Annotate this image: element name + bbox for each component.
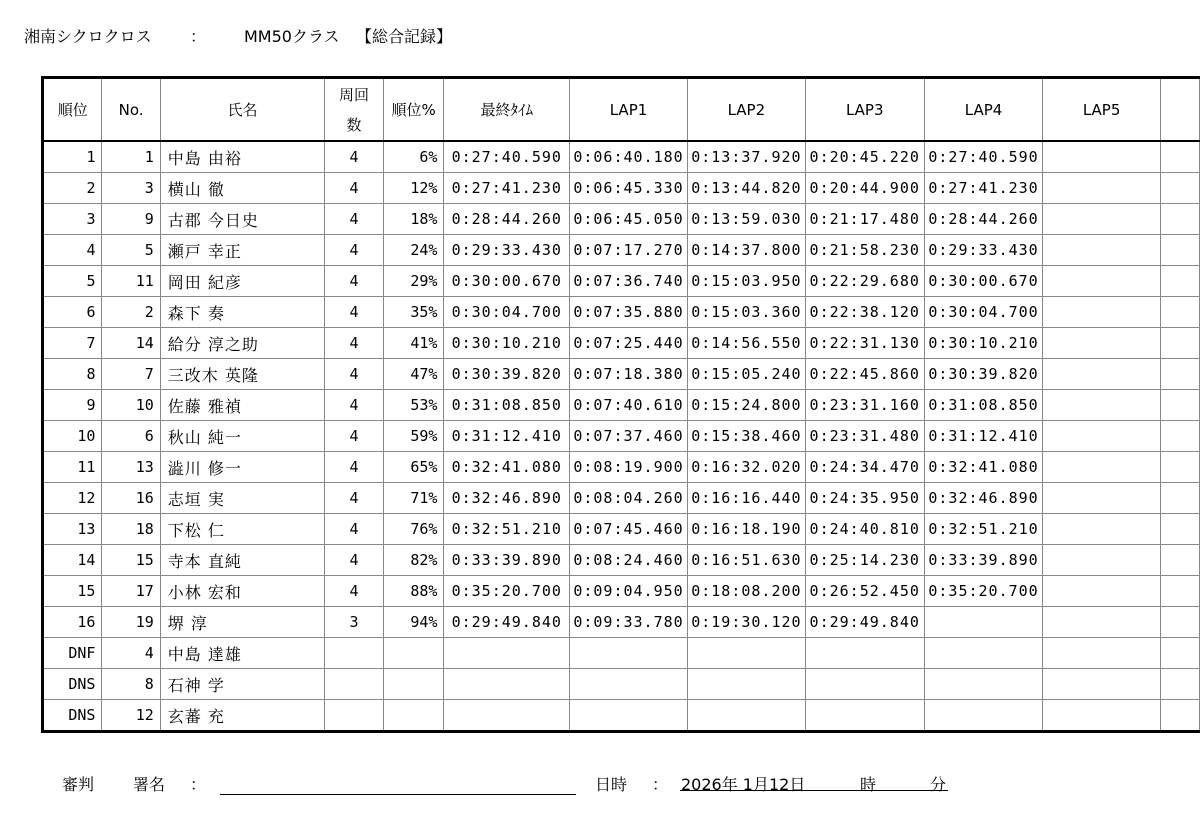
header-name: 氏名 bbox=[160, 78, 325, 142]
datetime-label: 日時 bbox=[595, 775, 628, 794]
table-row bbox=[43, 669, 1200, 700]
cell-name: 玄蕃 充 bbox=[160, 700, 325, 732]
cell-lap3 bbox=[805, 669, 924, 700]
cell-name: 給分 淳之助 bbox=[160, 328, 325, 359]
cell-lap1: 0:07:45.460 bbox=[570, 514, 688, 545]
cell-rank-percent: 53% bbox=[383, 390, 444, 421]
cell-rank: 10 bbox=[43, 421, 102, 452]
cell-rank: 3 bbox=[43, 204, 102, 235]
signature-label: 署名 bbox=[133, 775, 166, 794]
date-value: 2026年 1月12日 bbox=[681, 775, 806, 794]
minute-label: 分 bbox=[930, 775, 947, 794]
cell-rank: 15 bbox=[43, 576, 102, 607]
cell-extra bbox=[1160, 297, 1199, 328]
cell-lap4: 0:32:46.890 bbox=[924, 483, 1043, 514]
cell-final-time bbox=[444, 638, 570, 669]
cell-name: 寺本 直純 bbox=[160, 545, 325, 576]
cell-lap3: 0:24:40.810 bbox=[805, 514, 924, 545]
cell-lap1: 0:08:19.900 bbox=[570, 452, 688, 483]
cell-lap3: 0:21:17.480 bbox=[805, 204, 924, 235]
cell-name: 下松 仁 bbox=[160, 514, 325, 545]
cell-name: 三改木 英隆 bbox=[160, 359, 325, 390]
cell-rank: 12 bbox=[43, 483, 102, 514]
cell-final-time: 0:29:33.430 bbox=[444, 235, 570, 266]
cell-name: 秋山 純一 bbox=[160, 421, 325, 452]
cell-lap2: 0:15:03.950 bbox=[687, 266, 805, 297]
cell-laps: 4 bbox=[325, 483, 383, 514]
cell-number: 15 bbox=[102, 545, 160, 576]
cell-rank: 1 bbox=[43, 141, 102, 173]
cell-lap5 bbox=[1043, 235, 1160, 266]
cell-rank: 6 bbox=[43, 297, 102, 328]
cell-laps: 4 bbox=[325, 266, 383, 297]
cell-number: 16 bbox=[102, 483, 160, 514]
header-lap1: LAP1 bbox=[570, 78, 688, 142]
cell-final-time: 0:28:44.260 bbox=[444, 204, 570, 235]
cell-laps: 4 bbox=[325, 328, 383, 359]
cell-rank-percent bbox=[383, 669, 444, 700]
header-laps bbox=[325, 78, 383, 142]
table-row bbox=[43, 328, 1200, 359]
cell-extra bbox=[1160, 204, 1199, 235]
cell-laps: 4 bbox=[325, 545, 383, 576]
cell-final-time: 0:27:41.230 bbox=[444, 173, 570, 204]
cell-rank-percent: 65% bbox=[383, 452, 444, 483]
table-row bbox=[43, 359, 1200, 390]
cell-laps bbox=[325, 638, 383, 669]
cell-final-time: 0:32:41.080 bbox=[444, 452, 570, 483]
header-laps-bottom: 数 bbox=[346, 115, 362, 134]
cell-extra bbox=[1160, 607, 1199, 638]
cell-name: 瀬戸 幸正 bbox=[160, 235, 325, 266]
cell-lap2: 0:18:08.200 bbox=[687, 576, 805, 607]
cell-lap2: 0:15:03.360 bbox=[687, 297, 805, 328]
cell-rank: DNF bbox=[43, 638, 102, 669]
header-rank: 順位 bbox=[43, 78, 102, 142]
cell-lap2: 0:16:16.440 bbox=[687, 483, 805, 514]
cell-lap1: 0:07:17.270 bbox=[570, 235, 688, 266]
cell-rank-percent: 35% bbox=[383, 297, 444, 328]
cell-lap5 bbox=[1043, 576, 1160, 607]
cell-name: 小林 宏和 bbox=[160, 576, 325, 607]
cell-extra bbox=[1160, 576, 1199, 607]
cell-lap4: 0:27:40.590 bbox=[924, 141, 1043, 173]
cell-laps: 4 bbox=[325, 359, 383, 390]
cell-name: 佐藤 雅禎 bbox=[160, 390, 325, 421]
header-number: No. bbox=[102, 78, 160, 142]
cell-lap2 bbox=[687, 700, 805, 732]
cell-laps: 4 bbox=[325, 297, 383, 328]
cell-lap3 bbox=[805, 638, 924, 669]
cell-lap2: 0:13:37.920 bbox=[687, 141, 805, 173]
cell-lap3: 0:22:38.120 bbox=[805, 297, 924, 328]
cell-lap5 bbox=[1043, 638, 1160, 669]
cell-lap4: 0:33:39.890 bbox=[924, 545, 1043, 576]
table-row bbox=[43, 266, 1200, 297]
cell-rank-percent: 59% bbox=[383, 421, 444, 452]
cell-laps: 4 bbox=[325, 576, 383, 607]
cell-laps: 4 bbox=[325, 421, 383, 452]
cell-number: 4 bbox=[102, 638, 160, 669]
cell-lap4: 0:31:08.850 bbox=[924, 390, 1043, 421]
cell-lap5 bbox=[1043, 452, 1160, 483]
cell-number: 7 bbox=[102, 359, 160, 390]
signature-footer bbox=[0, 768, 1200, 798]
table-row bbox=[43, 297, 1200, 328]
cell-rank-percent: 24% bbox=[383, 235, 444, 266]
cell-laps: 4 bbox=[325, 141, 383, 173]
cell-extra bbox=[1160, 173, 1199, 204]
table-row bbox=[43, 607, 1200, 638]
cell-lap5 bbox=[1043, 141, 1160, 173]
table-row bbox=[43, 576, 1200, 607]
class-name: MM50クラス bbox=[244, 26, 340, 46]
cell-lap5 bbox=[1043, 607, 1160, 638]
cell-lap2: 0:16:32.020 bbox=[687, 452, 805, 483]
cell-lap3: 0:25:14.230 bbox=[805, 545, 924, 576]
cell-lap3: 0:22:29.680 bbox=[805, 266, 924, 297]
cell-rank-percent: 18% bbox=[383, 204, 444, 235]
header-lap2: LAP2 bbox=[687, 78, 805, 142]
cell-rank: 2 bbox=[43, 173, 102, 204]
cell-extra bbox=[1160, 235, 1199, 266]
hour-label: 時 bbox=[860, 775, 877, 794]
cell-lap1 bbox=[570, 700, 688, 732]
cell-rank: 13 bbox=[43, 514, 102, 545]
cell-extra bbox=[1160, 359, 1199, 390]
cell-rank-percent: 71% bbox=[383, 483, 444, 514]
cell-rank-percent: 29% bbox=[383, 266, 444, 297]
cell-number: 11 bbox=[102, 266, 160, 297]
cell-lap1: 0:07:40.610 bbox=[570, 390, 688, 421]
cell-lap2 bbox=[687, 638, 805, 669]
cell-rank: 16 bbox=[43, 607, 102, 638]
judge-label: 審判 bbox=[62, 775, 95, 794]
cell-lap5 bbox=[1043, 669, 1160, 700]
cell-lap3: 0:24:35.950 bbox=[805, 483, 924, 514]
header-extra bbox=[1160, 78, 1199, 142]
cell-lap3: 0:29:49.840 bbox=[805, 607, 924, 638]
header-lap3: LAP3 bbox=[805, 78, 924, 142]
cell-extra bbox=[1160, 483, 1199, 514]
results-table bbox=[41, 76, 1200, 733]
cell-lap3: 0:21:58.230 bbox=[805, 235, 924, 266]
header-rank-percent: 順位% bbox=[383, 78, 444, 142]
table-row bbox=[43, 173, 1200, 204]
cell-lap1: 0:07:25.440 bbox=[570, 328, 688, 359]
cell-rank: 11 bbox=[43, 452, 102, 483]
cell-lap5 bbox=[1043, 204, 1160, 235]
cell-extra bbox=[1160, 328, 1199, 359]
cell-rank-percent: 82% bbox=[383, 545, 444, 576]
cell-lap2: 0:19:30.120 bbox=[687, 607, 805, 638]
cell-lap1: 0:07:37.460 bbox=[570, 421, 688, 452]
cell-lap3 bbox=[805, 700, 924, 732]
cell-number: 18 bbox=[102, 514, 160, 545]
cell-lap2: 0:15:38.460 bbox=[687, 421, 805, 452]
cell-rank: 14 bbox=[43, 545, 102, 576]
cell-rank-percent: 12% bbox=[383, 173, 444, 204]
cell-number: 6 bbox=[102, 421, 160, 452]
cell-name: 石神 学 bbox=[160, 669, 325, 700]
datetime-colon: ： bbox=[652, 775, 669, 794]
cell-final-time: 0:29:49.840 bbox=[444, 607, 570, 638]
cell-laps: 3 bbox=[325, 607, 383, 638]
cell-name: 古郡 今日史 bbox=[160, 204, 325, 235]
cell-extra bbox=[1160, 514, 1199, 545]
table-row bbox=[43, 514, 1200, 545]
cell-final-time: 0:32:46.890 bbox=[444, 483, 570, 514]
table-row bbox=[43, 452, 1200, 483]
cell-lap4: 0:28:44.260 bbox=[924, 204, 1043, 235]
cell-name: 森下 奏 bbox=[160, 297, 325, 328]
cell-rank: 5 bbox=[43, 266, 102, 297]
cell-rank-percent bbox=[383, 638, 444, 669]
cell-laps: 4 bbox=[325, 204, 383, 235]
cell-lap1: 0:06:40.180 bbox=[570, 141, 688, 173]
cell-name: 堺 淳 bbox=[160, 607, 325, 638]
cell-lap5 bbox=[1043, 173, 1160, 204]
results-body bbox=[43, 141, 1200, 732]
cell-number: 14 bbox=[102, 328, 160, 359]
cell-rank-percent: 6% bbox=[383, 141, 444, 173]
cell-rank-percent bbox=[383, 700, 444, 732]
cell-lap4 bbox=[924, 700, 1043, 732]
cell-lap5 bbox=[1043, 390, 1160, 421]
cell-lap3: 0:22:31.130 bbox=[805, 328, 924, 359]
cell-lap3: 0:23:31.160 bbox=[805, 390, 924, 421]
cell-laps: 4 bbox=[325, 514, 383, 545]
table-header-row bbox=[43, 78, 1200, 142]
cell-lap3: 0:22:45.860 bbox=[805, 359, 924, 390]
cell-rank: DNS bbox=[43, 700, 102, 732]
cell-final-time: 0:35:20.700 bbox=[444, 576, 570, 607]
cell-number: 8 bbox=[102, 669, 160, 700]
table-row bbox=[43, 141, 1200, 173]
cell-final-time: 0:32:51.210 bbox=[444, 514, 570, 545]
cell-rank-percent: 76% bbox=[383, 514, 444, 545]
cell-rank: DNS bbox=[43, 669, 102, 700]
cell-number: 2 bbox=[102, 297, 160, 328]
cell-lap2: 0:14:37.800 bbox=[687, 235, 805, 266]
cell-lap4: 0:30:00.670 bbox=[924, 266, 1043, 297]
cell-lap5 bbox=[1043, 545, 1160, 576]
cell-lap1: 0:09:04.950 bbox=[570, 576, 688, 607]
table-row bbox=[43, 638, 1200, 669]
cell-lap4: 0:32:41.080 bbox=[924, 452, 1043, 483]
cell-extra bbox=[1160, 390, 1199, 421]
cell-number: 10 bbox=[102, 390, 160, 421]
cell-lap4: 0:35:20.700 bbox=[924, 576, 1043, 607]
cell-lap2 bbox=[687, 669, 805, 700]
cell-name: 中島 由裕 bbox=[160, 141, 325, 173]
cell-rank: 4 bbox=[43, 235, 102, 266]
table-row bbox=[43, 483, 1200, 514]
cell-rank: 9 bbox=[43, 390, 102, 421]
cell-laps: 4 bbox=[325, 452, 383, 483]
table-row bbox=[43, 421, 1200, 452]
cell-lap4: 0:29:33.430 bbox=[924, 235, 1043, 266]
cell-lap5 bbox=[1043, 266, 1160, 297]
table-row bbox=[43, 204, 1200, 235]
cell-lap1: 0:09:33.780 bbox=[570, 607, 688, 638]
cell-extra bbox=[1160, 700, 1199, 732]
cell-name: 中島 達雄 bbox=[160, 638, 325, 669]
cell-final-time bbox=[444, 700, 570, 732]
cell-number: 19 bbox=[102, 607, 160, 638]
title-separator: ： bbox=[190, 26, 207, 46]
cell-lap2: 0:16:51.630 bbox=[687, 545, 805, 576]
cell-final-time bbox=[444, 669, 570, 700]
cell-lap4: 0:27:41.230 bbox=[924, 173, 1043, 204]
signature-line bbox=[220, 794, 576, 795]
table-row bbox=[43, 235, 1200, 266]
cell-extra bbox=[1160, 141, 1199, 173]
cell-name: 岡田 紀彦 bbox=[160, 266, 325, 297]
cell-lap1: 0:07:35.880 bbox=[570, 297, 688, 328]
cell-number: 17 bbox=[102, 576, 160, 607]
cell-lap4 bbox=[924, 638, 1043, 669]
cell-final-time: 0:33:39.890 bbox=[444, 545, 570, 576]
cell-lap1: 0:08:24.460 bbox=[570, 545, 688, 576]
cell-lap3: 0:20:45.220 bbox=[805, 141, 924, 173]
cell-final-time: 0:31:12.410 bbox=[444, 421, 570, 452]
cell-name: 澁川 修一 bbox=[160, 452, 325, 483]
cell-rank-percent: 47% bbox=[383, 359, 444, 390]
cell-lap1 bbox=[570, 638, 688, 669]
cell-lap4: 0:30:04.700 bbox=[924, 297, 1043, 328]
cell-laps bbox=[325, 669, 383, 700]
header-lap5: LAP5 bbox=[1043, 78, 1160, 142]
header-lap4: LAP4 bbox=[924, 78, 1043, 142]
cell-lap1: 0:07:36.740 bbox=[570, 266, 688, 297]
cell-rank-percent: 88% bbox=[383, 576, 444, 607]
cell-lap2: 0:14:56.550 bbox=[687, 328, 805, 359]
cell-rank: 8 bbox=[43, 359, 102, 390]
cell-rank: 7 bbox=[43, 328, 102, 359]
cell-extra bbox=[1160, 638, 1199, 669]
cell-lap2: 0:15:24.800 bbox=[687, 390, 805, 421]
cell-number: 12 bbox=[102, 700, 160, 732]
cell-lap2: 0:15:05.240 bbox=[687, 359, 805, 390]
cell-lap2: 0:13:59.030 bbox=[687, 204, 805, 235]
cell-number: 1 bbox=[102, 141, 160, 173]
cell-lap4: 0:31:12.410 bbox=[924, 421, 1043, 452]
document-title bbox=[24, 22, 452, 48]
cell-number: 5 bbox=[102, 235, 160, 266]
header-final-time: 最終ﾀｲﾑ bbox=[444, 78, 570, 142]
cell-lap1: 0:06:45.330 bbox=[570, 173, 688, 204]
table-row bbox=[43, 390, 1200, 421]
table-row bbox=[43, 700, 1200, 732]
cell-number: 9 bbox=[102, 204, 160, 235]
cell-extra bbox=[1160, 545, 1199, 576]
cell-lap1: 0:08:04.260 bbox=[570, 483, 688, 514]
cell-lap5 bbox=[1043, 514, 1160, 545]
cell-final-time: 0:30:39.820 bbox=[444, 359, 570, 390]
cell-lap4: 0:32:51.210 bbox=[924, 514, 1043, 545]
table-row bbox=[43, 545, 1200, 576]
cell-extra bbox=[1160, 669, 1199, 700]
cell-lap4 bbox=[924, 607, 1043, 638]
cell-final-time: 0:27:40.590 bbox=[444, 141, 570, 173]
cell-name: 志垣 実 bbox=[160, 483, 325, 514]
cell-lap4 bbox=[924, 669, 1043, 700]
cell-laps: 4 bbox=[325, 235, 383, 266]
cell-laps: 4 bbox=[325, 390, 383, 421]
cell-laps bbox=[325, 700, 383, 732]
header-laps-top: 周回 bbox=[339, 85, 370, 104]
signature-colon: ： bbox=[190, 775, 207, 794]
cell-lap1 bbox=[570, 669, 688, 700]
cell-number: 3 bbox=[102, 173, 160, 204]
cell-extra bbox=[1160, 452, 1199, 483]
cell-final-time: 0:31:08.850 bbox=[444, 390, 570, 421]
cell-extra bbox=[1160, 421, 1199, 452]
cell-final-time: 0:30:04.700 bbox=[444, 297, 570, 328]
cell-lap3: 0:26:52.450 bbox=[805, 576, 924, 607]
cell-lap3: 0:23:31.480 bbox=[805, 421, 924, 452]
cell-name: 横山 徹 bbox=[160, 173, 325, 204]
event-name: 湘南シクロクロス bbox=[24, 26, 152, 46]
cell-lap3: 0:24:34.470 bbox=[805, 452, 924, 483]
cell-lap5 bbox=[1043, 328, 1160, 359]
cell-rank-percent: 41% bbox=[383, 328, 444, 359]
cell-lap5 bbox=[1043, 421, 1160, 452]
cell-lap3: 0:20:44.900 bbox=[805, 173, 924, 204]
cell-lap1: 0:07:18.380 bbox=[570, 359, 688, 390]
cell-lap1: 0:06:45.050 bbox=[570, 204, 688, 235]
cell-extra bbox=[1160, 266, 1199, 297]
cell-lap4: 0:30:10.210 bbox=[924, 328, 1043, 359]
cell-lap5 bbox=[1043, 700, 1160, 732]
cell-lap2: 0:13:44.820 bbox=[687, 173, 805, 204]
cell-lap2: 0:16:18.190 bbox=[687, 514, 805, 545]
record-label: 【総合記録】 bbox=[356, 26, 453, 46]
cell-laps: 4 bbox=[325, 173, 383, 204]
cell-final-time: 0:30:10.210 bbox=[444, 328, 570, 359]
cell-number: 13 bbox=[102, 452, 160, 483]
cell-lap5 bbox=[1043, 297, 1160, 328]
cell-lap5 bbox=[1043, 359, 1160, 390]
cell-lap5 bbox=[1043, 483, 1160, 514]
date-line bbox=[680, 790, 948, 791]
cell-rank-percent: 94% bbox=[383, 607, 444, 638]
cell-lap4: 0:30:39.820 bbox=[924, 359, 1043, 390]
cell-final-time: 0:30:00.670 bbox=[444, 266, 570, 297]
